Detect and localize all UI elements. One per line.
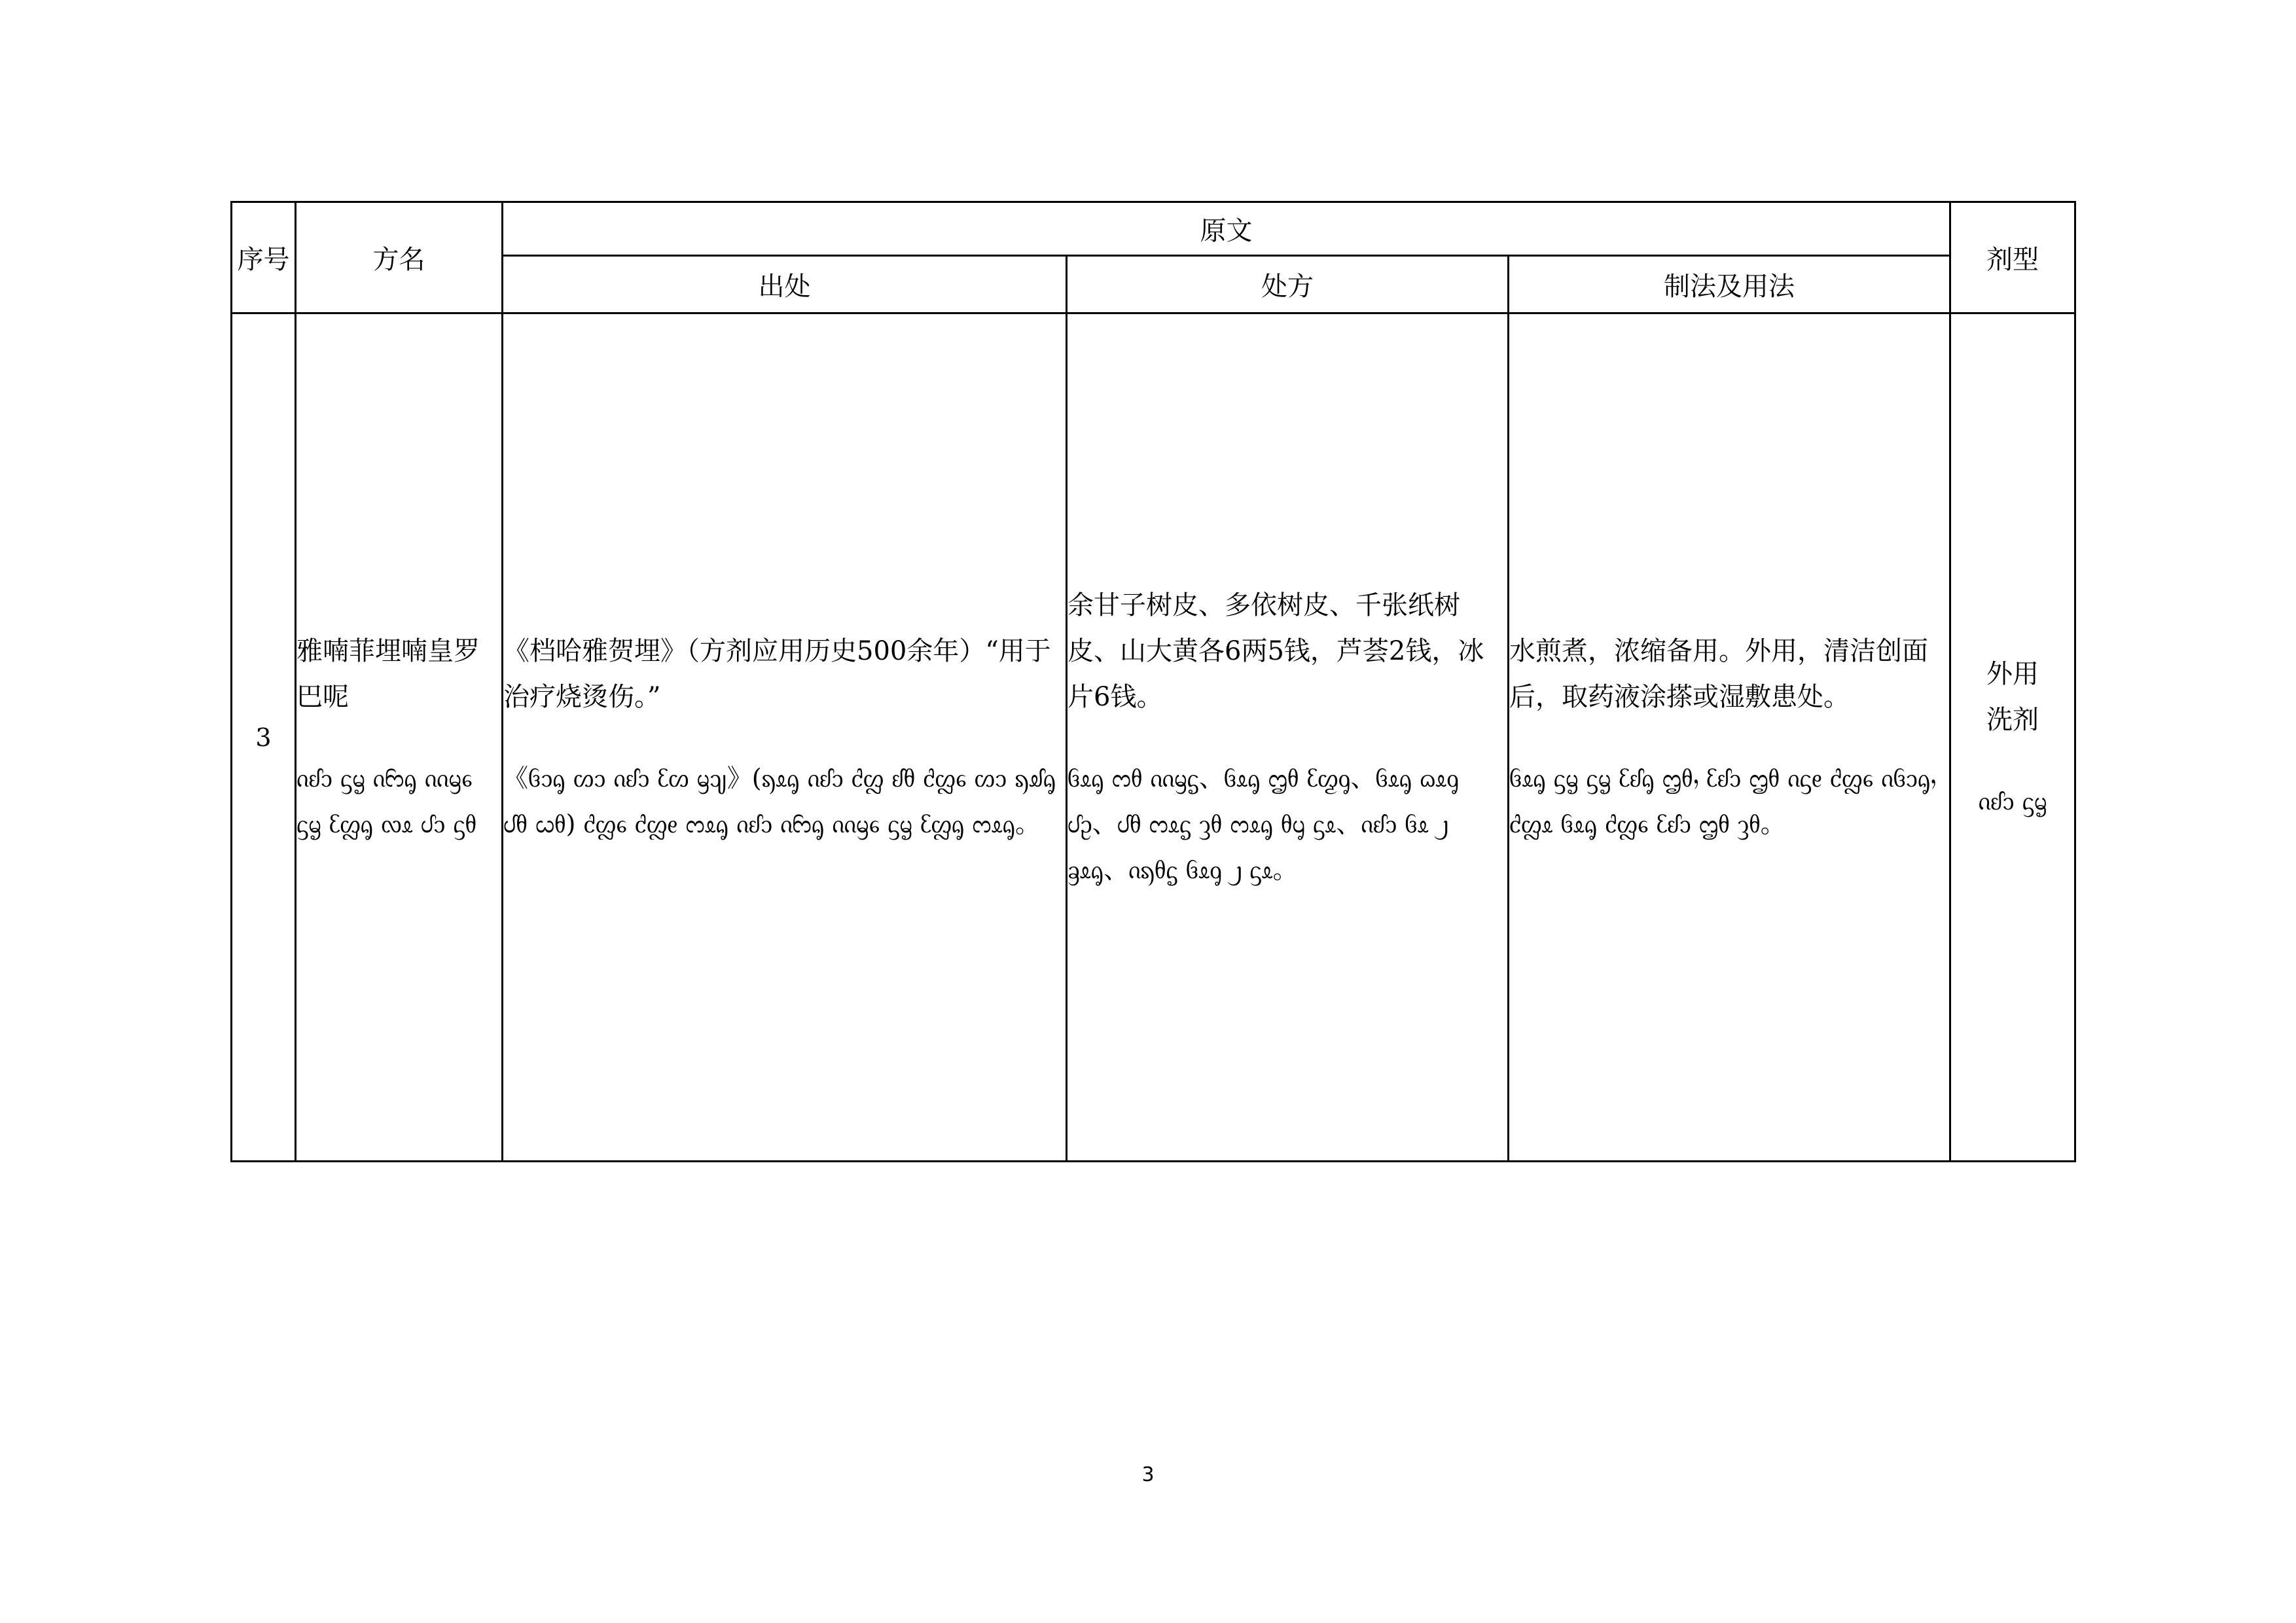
prescription-tai: ᦑᦸᧂ ᦂᦲ ᦶᦙᧃ、ᦑᦸᧂ ᦗᦲ ᦷᦖᧁ、ᦑᦸᧂ ᦒᦸᧁ ᦔᦳ、ᦔᦲ ᦂᦸᧃ ᦡᦲ ᦂᦸᧂ ᦲᧇ ᦓᦸ、ᦵᦊᦱ ᦑᦸ ᧒ ᦃᦸᧂ、ᦵᦣᦲᧃ ᦑᦸᧁ ᧒ ᦓᦸ。 <box>1067 763 1460 884</box>
header-method: 制法及用法 <box>1509 256 1950 313</box>
method-tai: ᦑᦸᧂ ᦓᧄ ᦓᧄ ᦷᦊᧂ ᦗᦲ，ᦷᦊᦱ ᦗᦲ ᦵᦓᧉ ᦺᦜᧈ ᦵᦑᦱᧂ，ᦺᦜᦸ ᦑᦸᧂ ᦺᦜᧈ ᦷᦊᦱ ᦗᦲ ᦡᦲ。 <box>1509 763 1944 838</box>
header-row-top <box>232 202 2075 256</box>
dosage-form-zh-line1: 外用 <box>1986 658 2039 689</box>
formula-table <box>230 201 2076 1162</box>
header-dosage-form: 剂型 <box>1950 202 2075 313</box>
source-tai: 《ᦑᦱᧂ ᦠᦱ ᦵᦊᦱ ᦷᦠ ᦙᦻ》(ᦣᦸᧂ ᦵᦊᦱ ᦺᦜ ᦊᦲ ᦺᦜᧈ ᦠᦱ ᦣᦾᧂ ᦔᦲ ᦍᦲ) ᦺᦜᧈ ᦺᦜᧉ ᦂᦸᧂ ᦵᦊᦱ ᦵᦝᧂ ᦶᦙᧈ ᦓᧄ ᦷᦜᧂ ᦂᦸᧂ。 <box>503 763 1056 838</box>
dosage-form-cell <box>1950 313 2075 1162</box>
seq-cell <box>232 313 296 1162</box>
name-tai: ᦵᦊᦱ ᦓᧄ ᦵᦝᧂ ᦶᦙᧈ ᦓᧄ ᦷᦜᧂ ᦟᦸ ᦔᦱ ᦓᦲ <box>296 763 477 838</box>
source-cell <box>503 313 1067 1162</box>
header-prescription: 处方 <box>1067 256 1509 313</box>
page-number: 3 <box>1141 1463 1155 1486</box>
prescription-cell <box>1067 313 1509 1162</box>
header-seq: 序号 <box>232 202 296 313</box>
header-source: 出处 <box>503 256 1067 313</box>
method-cell <box>1509 313 1950 1162</box>
header-original: 原文 <box>503 202 1950 256</box>
header-row-sub <box>232 256 2075 313</box>
name-cell <box>296 313 503 1162</box>
prescription-zh: 余甘子树皮、多依树皮、千张纸树皮、山大黄各6两5钱，芦荟2钱，冰片6钱。 <box>1067 590 1484 712</box>
seq-value: 3 <box>255 722 272 752</box>
method-zh: 水煎煮，浓缩备用。外用，清洁创面后，取药液涂搽或湿敷患处。 <box>1509 635 1928 712</box>
dosage-form-zh-line2: 洗剂 <box>1986 704 2039 735</box>
table-row <box>232 313 2075 1162</box>
header-name: 方名 <box>296 202 503 313</box>
dosage-form-tai: ᦵᦊᦱ ᦓᧄ <box>1978 786 2047 815</box>
source-zh: 《档哈雅贺埋》（方剂应用历史500余年）“用于治疗烧烫伤。” <box>503 635 1051 712</box>
name-zh: 雅喃菲埋喃皇罗巴呢 <box>296 635 480 712</box>
